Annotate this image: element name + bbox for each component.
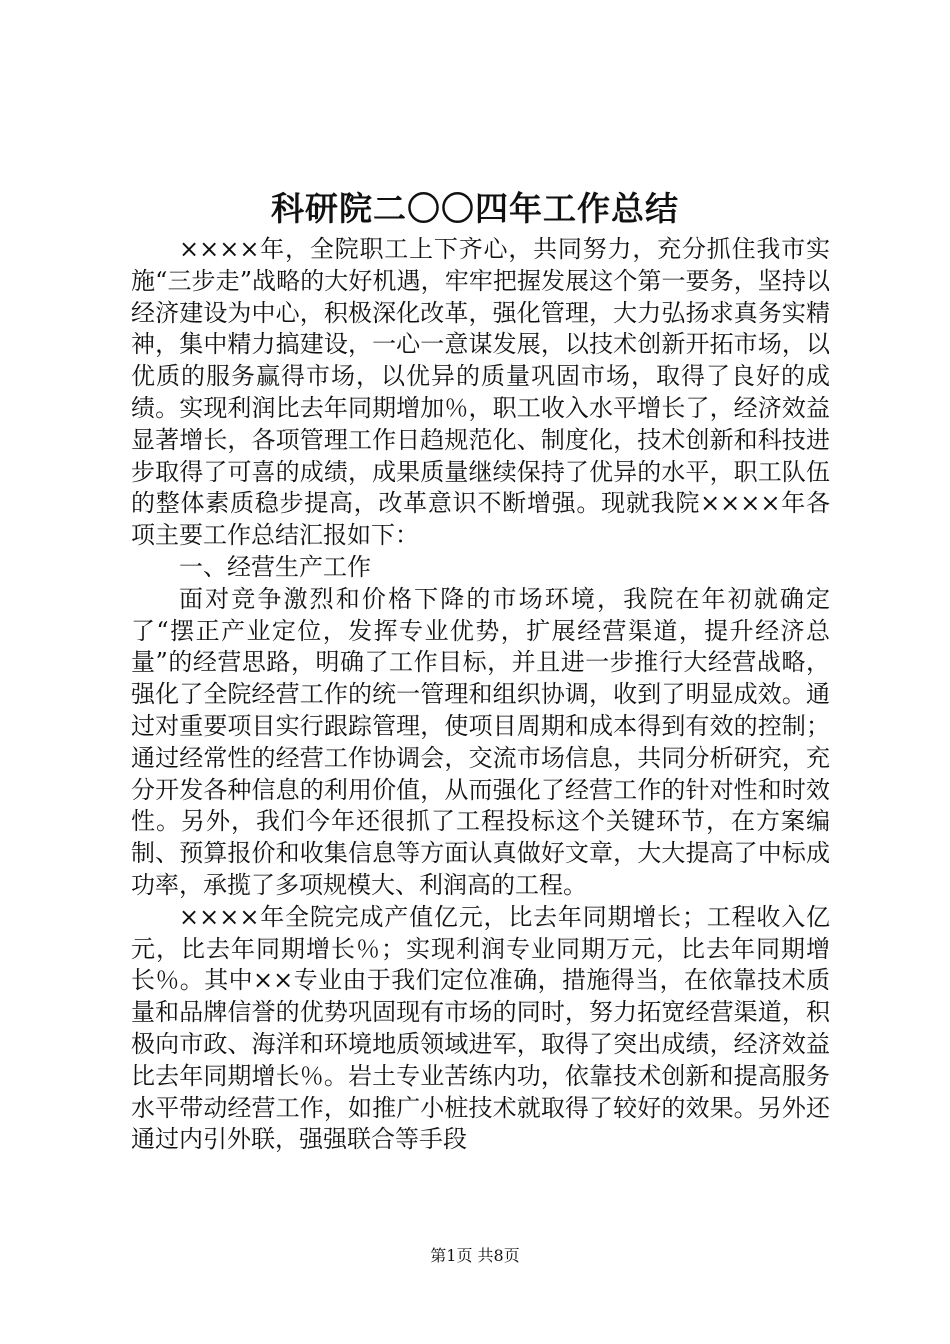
document-title: 科研院二〇〇四年工作总结 xyxy=(271,189,679,228)
page-number-footer: 第1页 共8页 xyxy=(430,1246,520,1265)
body-paragraph-intro: ××××年，全院职工上下齐心，共同努力，充分抓住我市实施“三步走”战略的大好机遇，牢牢把握发展这个第一要务，坚持以经济建设为中心，积极深化改革，强化管理，大力弘扬求真务实精神，集中精力搞建设，一心一意谋发展，以技术创新开拓市场，以优质的服务赢得市场，以优异的质量巩固市场，取得了良好的成绩。实现利润比去年同期增加％，职工收入水平增长了，经济效益显著增长，各项管理工作日趋规范化、制度化，技术创新和科技进步取得了可喜的成绩，成果质量继续保持了优异的水平，职工队伍的整体素质稳步提高，改革意识不断增强。现就我院××××年各项主要工作总结汇报如下： xyxy=(131,235,830,550)
body-paragraph-operations: 面对竞争激烈和价格下降的市场环境，我院在年初就确定了“摆正产业定位，发挥专业优势，扩展经营渠道，提升经济总量”的经营思路，明确了工作目标，并且进一步推行大经营战略，强化了全院经营工作的统一管理和组织协调，收到了明显成效。通过对重要项目实行跟踪管理，使项目周期和成本得到有效的控制；通过经常性的经营工作协调会，交流市场信息，共同分析研究，充分开发各种信息的利用价值，从而强化了经营工作的针对性和时效性。另外，我们今年还很抓了工程投标这个关键环节，在方案编制、预算报价和收集信息等方面认真做好文章，大大提高了中标成功率，承揽了多项规模大、利润高的工程。 xyxy=(131,584,830,899)
document-body xyxy=(131,234,830,1156)
body-paragraph-output: ××××年全院完成产值亿元，比去年同期增长；工程收入亿元，比去年同期增长％；实现利润专业同期万元，比去年同期增长％。其中××专业由于我们定位准确，措施得当，在依靠技术质量和品牌信誉的优势巩固现有市场的同时，努力拓宽经营渠道，积极向市政、海洋和环境地质领域进军，取得了突出成绩，经济效益比去年同期增长％。岩土专业苦练内功，依靠技术创新和提高服务水平带动经营工作，如推广小桩技术就取得了较好的效果。另外还通过内引外联，强强联合等手段 xyxy=(131,902,830,1154)
section-heading-operations: 一、经营生产工作 xyxy=(179,552,371,581)
